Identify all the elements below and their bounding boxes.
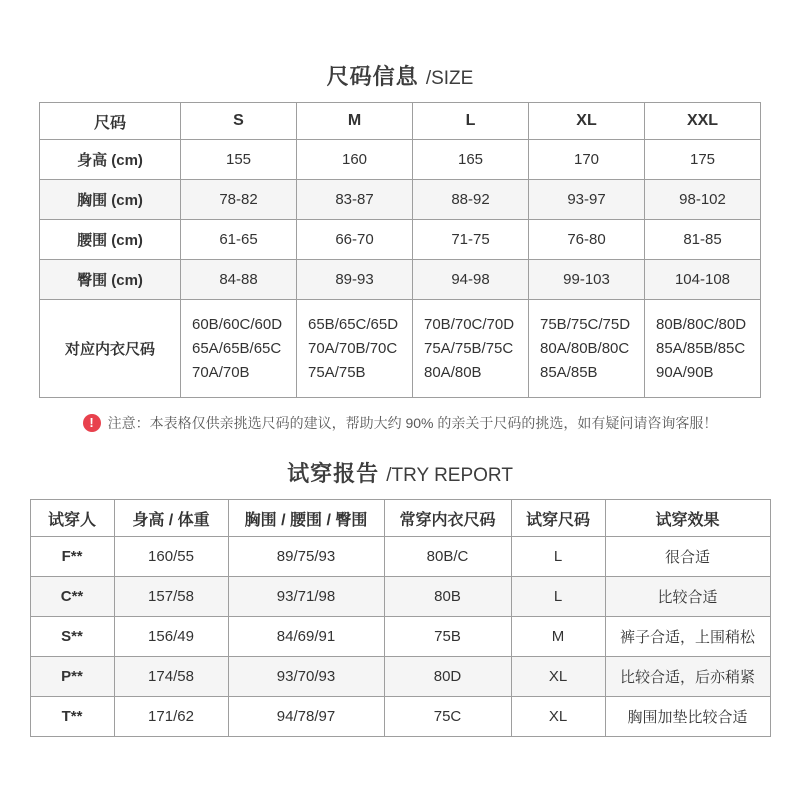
bra-size-line: 65A/65B/65C [192,339,282,357]
report-cell: 160/55 [114,537,228,577]
bra-size-line: 90A/90B [656,363,714,381]
report-cell: XL [511,657,605,697]
bra-size-line: 75B/75C/75D [540,315,631,333]
report-header-cell: 试穿尺码 [511,500,605,537]
size-header-cell: S [181,103,297,140]
tester-name: T** [30,697,114,737]
report-cell: 裤子合适，上围稍松 [605,617,770,657]
size-note-text: 注意：本表格仅供亲挑选尺码的建议，帮助大约 90% 的亲关于尺码的挑选，如有疑问请咨询客服！ [107,415,718,431]
report-cell: 93/71/98 [228,577,384,617]
size-title-zh: 尺码信息 [326,64,419,89]
row-label: 臀围 (cm) [40,260,181,300]
bra-size-line: 85A/85B/85C [656,339,746,357]
bra-size-row [40,300,761,398]
report-header-cell: 身高 / 体重 [114,500,228,537]
bust-row [40,180,761,220]
size-header-cell: L [413,103,529,140]
size-header-cell: XXL [645,103,761,140]
report-cell: 75C [384,697,511,737]
size-cell: 170 [529,140,645,180]
size-cell: 175 [645,140,761,180]
size-title-en: /SIZE [425,68,474,89]
report-cell: 93/70/93 [228,657,384,697]
size-cell: 165 [413,140,529,180]
report-cell: 89/75/93 [228,537,384,577]
bra-size-cell [529,300,645,398]
report-cell: L [511,577,605,617]
tester-name: S** [30,617,114,657]
bra-size-line: 65B/65C/65D [308,315,399,333]
row-label: 身高 (cm) [40,140,181,180]
report-cell: M [511,617,605,657]
report-cell: 很合适 [605,537,770,577]
bra-size-cell [297,300,413,398]
report-cell: 比较合适，后亦稍紧 [605,657,770,697]
warning-icon: ! [83,414,101,432]
report-section-title [0,461,800,489]
row-label: 胸围 (cm) [40,180,181,220]
report-row [30,657,770,697]
tester-name: P** [30,657,114,697]
size-cell: 155 [181,140,297,180]
size-cell: 84-88 [181,260,297,300]
size-note [0,413,800,433]
size-cell: 99-103 [529,260,645,300]
size-cell: 88-92 [413,180,529,220]
size-cell: 78-82 [181,180,297,220]
bra-size-line: 60B/60C/60D [192,315,283,333]
report-row [30,697,770,737]
size-cell: 89-93 [297,260,413,300]
size-cell: 94-98 [413,260,529,300]
report-header-cell: 常穿内衣尺码 [384,500,511,537]
bra-size-line: 85A/85B [540,363,598,381]
report-cell: L [511,537,605,577]
size-cell: 76-80 [529,220,645,260]
size-section-title [0,64,800,92]
size-cell: 83-87 [297,180,413,220]
size-table [39,102,761,398]
report-cell: XL [511,697,605,737]
report-header-cell: 胸围 / 腰围 / 臀围 [228,500,384,537]
report-row [30,577,770,617]
bra-size-line: 80B/80C/80D [656,315,747,333]
report-cell: 84/69/91 [228,617,384,657]
size-cell: 61-65 [181,220,297,260]
bra-size-cell [645,300,761,398]
report-cell: 171/62 [114,697,228,737]
bra-size-line: 70A/70B [192,363,250,381]
tester-name: F** [30,537,114,577]
report-header-cell: 试穿效果 [605,500,770,537]
size-header-cell: 尺码 [40,103,181,140]
tester-name: C** [30,577,114,617]
size-cell: 81-85 [645,220,761,260]
report-cell: 胸围加垫比较合适 [605,697,770,737]
size-header-cell: XL [529,103,645,140]
bra-size-line: 80A/80B/80C [540,339,630,357]
size-cell: 104-108 [645,260,761,300]
report-cell: 94/78/97 [228,697,384,737]
bra-size-line: 70A/70B/70C [308,339,398,357]
size-table-header-row [40,103,761,140]
size-cell: 66-70 [297,220,413,260]
size-cell: 71-75 [413,220,529,260]
row-label: 腰围 (cm) [40,220,181,260]
height-row [40,140,761,180]
report-title-zh: 试穿报告 [287,461,380,486]
waist-row [40,220,761,260]
bra-size-cell [181,300,297,398]
try-report-table [30,499,771,737]
report-cell: 157/58 [114,577,228,617]
report-title-en: /TRY REPORT [386,465,513,486]
size-cell: 98-102 [645,180,761,220]
bra-size-line: 70B/70C/70D [424,315,515,333]
report-cell: 比较合适 [605,577,770,617]
report-cell: 75B [384,617,511,657]
row-label: 对应内衣尺码 [40,300,181,398]
report-row [30,537,770,577]
report-cell: 80B [384,577,511,617]
report-header-row [30,500,770,537]
size-header-cell: M [297,103,413,140]
report-cell: 80D [384,657,511,697]
report-cell: 156/49 [114,617,228,657]
hip-row [40,260,761,300]
bra-size-line: 80A/80B [424,363,482,381]
report-row [30,617,770,657]
bra-size-cell [413,300,529,398]
size-cell: 93-97 [529,180,645,220]
bra-size-line: 75A/75B/75C [424,339,514,357]
report-header-cell: 试穿人 [30,500,114,537]
report-cell: 174/58 [114,657,228,697]
bra-size-line: 75A/75B [308,363,366,381]
size-cell: 160 [297,140,413,180]
report-cell: 80B/C [384,537,511,577]
